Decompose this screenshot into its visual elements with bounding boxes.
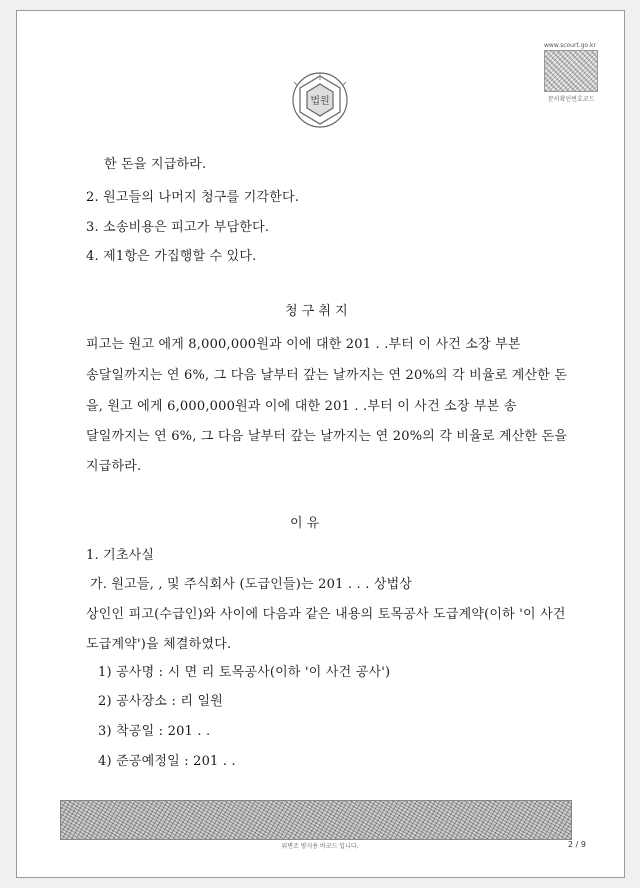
court-seal-icon xyxy=(290,70,350,130)
reason-item-1: 1) 공사명 : 시 면 리 토목공사(이하 '이 사건 공사') xyxy=(98,665,391,680)
verification-code-icon xyxy=(544,50,598,92)
reason-para-line-3: 도급계약')을 체결하였다. xyxy=(86,637,232,652)
order-line-4: 4. 제1항은 가집행할 수 있다. xyxy=(86,249,257,264)
claim-line-5: 지급하라. xyxy=(86,459,142,474)
document-page xyxy=(16,10,625,878)
reason-para-line-2: 상인인 피고(수급인)와 사이에 다음과 같은 내용의 토목공사 도급계약(이하 '이 사건 xyxy=(86,607,566,622)
anti-forgery-barcode-icon xyxy=(60,800,572,840)
reason-heading: 이 유 xyxy=(290,516,320,531)
order-line-3: 3. 소송비용은 피고가 부담한다. xyxy=(86,220,270,235)
reason-para-line-1: 가. 원고들, , 및 주식회사 (도급인들)는 201 . . . 상법상 xyxy=(90,577,413,592)
reason-item-3: 3) 착공일 : 201 . . xyxy=(98,724,211,739)
claim-heading: 청 구 취 지 xyxy=(285,304,348,319)
claim-line-3: 을, 원고 에게 6,000,000원과 이에 대한 201 . .부터 이 사건 소장 부본 송 xyxy=(86,399,517,414)
barcode-note: 위변조 방지용 바코드 입니다. xyxy=(281,843,359,850)
order-line-1: 한 돈을 지급하라. xyxy=(104,157,207,172)
claim-line-1: 피고는 원고 에게 8,000,000원과 이에 대한 201 . .부터 이 사건 소장 부본 xyxy=(86,337,521,352)
claim-line-4: 달일까지는 연 6%, 그 다음 날부터 갚는 날까지는 연 20%의 각 비율로 계산한 돈을 xyxy=(86,429,568,444)
order-line-2: 2. 원고들의 나머지 청구를 기각한다. xyxy=(86,190,300,205)
reason-item-4: 4) 준공예정일 : 201 . . xyxy=(98,754,236,769)
claim-line-2: 송달일까지는 연 6%, 그 다음 날부터 갚는 날까지는 연 20%의 각 비율로 계산한 돈 xyxy=(86,368,568,383)
reason-item-2: 2) 공사장소 : 리 일원 xyxy=(98,694,223,709)
court-url: www.scourt.go.kr xyxy=(544,42,596,49)
reason-subheading: 1. 기초사실 xyxy=(86,548,155,563)
page-number: 2 / 9 xyxy=(568,840,586,849)
verification-code-label: 문서확인번호코드 xyxy=(548,96,595,103)
seal-text: 법원 xyxy=(310,96,330,107)
